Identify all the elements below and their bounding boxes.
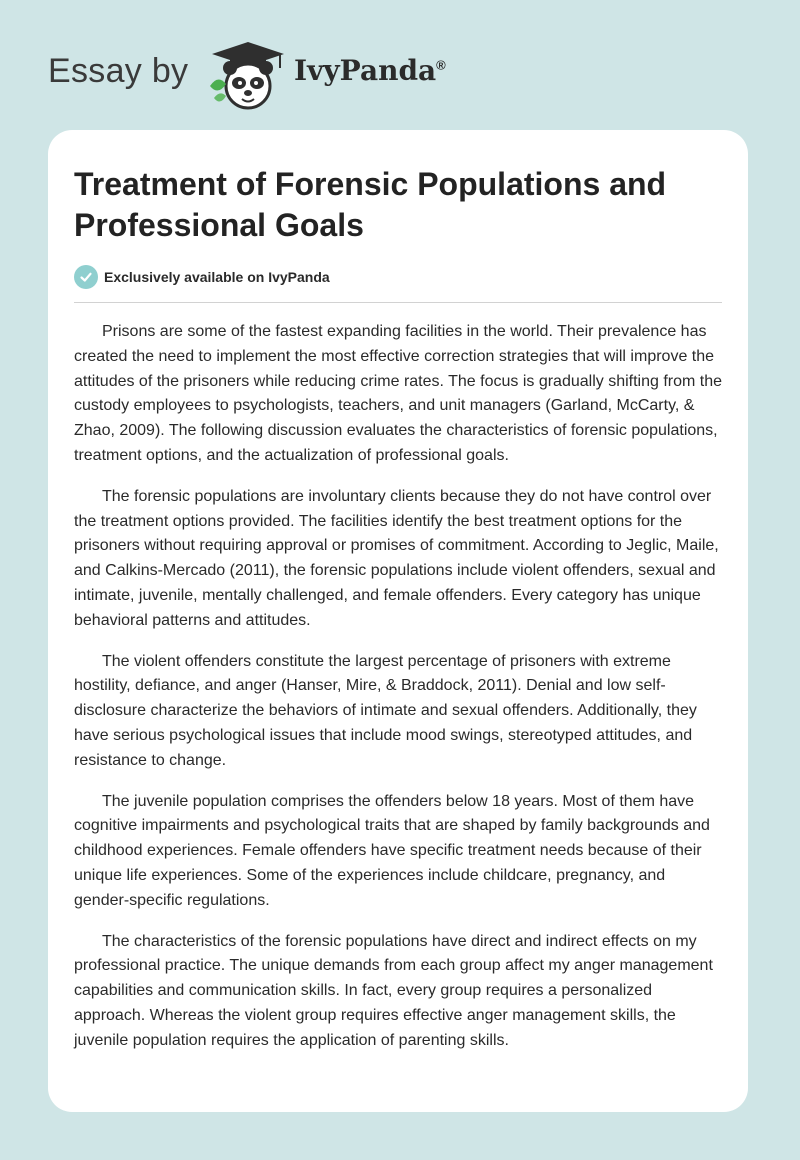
paragraph: The characteristics of the forensic populations have direct and indirect effects on my professional practice. The unique demands from each group affect my anger management capabilities and communication skills. In fact, every group requires a personalized approach. Whereas the violent group requires effective anger management skills, the juvenile population requires the application of parenting skills. [74,932,713,1049]
page-title: Treatment of Forensic Populations and Professional Goals [74,166,667,243]
panda-logo-icon[interactable] [204,38,288,112]
paragraph: Prisons are some of the fastest expanding facilities in the world. Their prevalence has created the need to implement the most effective correction strategies that will improve the attitudes of the prisoners while reducing crime rates. The focus is gradually shifting from the custody employees to psychologists, teachers, and unit managers (Garland, McCarty, & Zhao, 2009). The following discussion evaluates the characteristics of forensic populations, treatment options, and the actualization of professional goals. [74,323,723,464]
exclusive-label: Exclusively available on IvyPanda [104,269,330,285]
ivypanda-brand[interactable] [294,54,446,87]
trademark-mark: ® [436,57,446,73]
divider [74,302,722,303]
essay-by-label: Essay by [48,52,189,90]
essay-body [74,320,724,1070]
paragraph: The violent offenders constitute the largest percentage of prisoners with extreme hostility, defiance, and anger (Hanser, Mire, & Braddock, 2011). Denial and low self-disclosure characterize the behaviors of intimate and sexual offenders. Additionally, they have serious psychological issues that include mood swings, stereotyped attitudes, and resistance to change. [74,652,697,769]
check-icon [74,265,98,289]
site-header [48,36,748,116]
brand-name: IvyPanda [294,54,437,87]
paragraph: The forensic populations are involuntary clients because they do not have control over the treatment options provided. The facilities identify the best treatment options for the prisoners without requiring approval or promises of commitment. According to Jeglic, Maile, and Calkins-Mercado (2011), the forensic populations include violent offenders, sexual and intimate, juvenile, mentally challenged, and female offenders. Every category has unique behavioral patterns and attitudes. [74,487,719,629]
essay-card [48,130,748,1112]
paragraph: The juvenile population comprises the offenders below 18 years. Most of them have cognitive impairments and psychological traits that are shaped by family backgrounds and childhood experiences. Female offenders have specific treatment needs because of their unique life experiences. Some of the experiences include childcare, pregnancy, and gender-specific regulations. [74,792,710,909]
exclusive-badge [74,264,330,290]
